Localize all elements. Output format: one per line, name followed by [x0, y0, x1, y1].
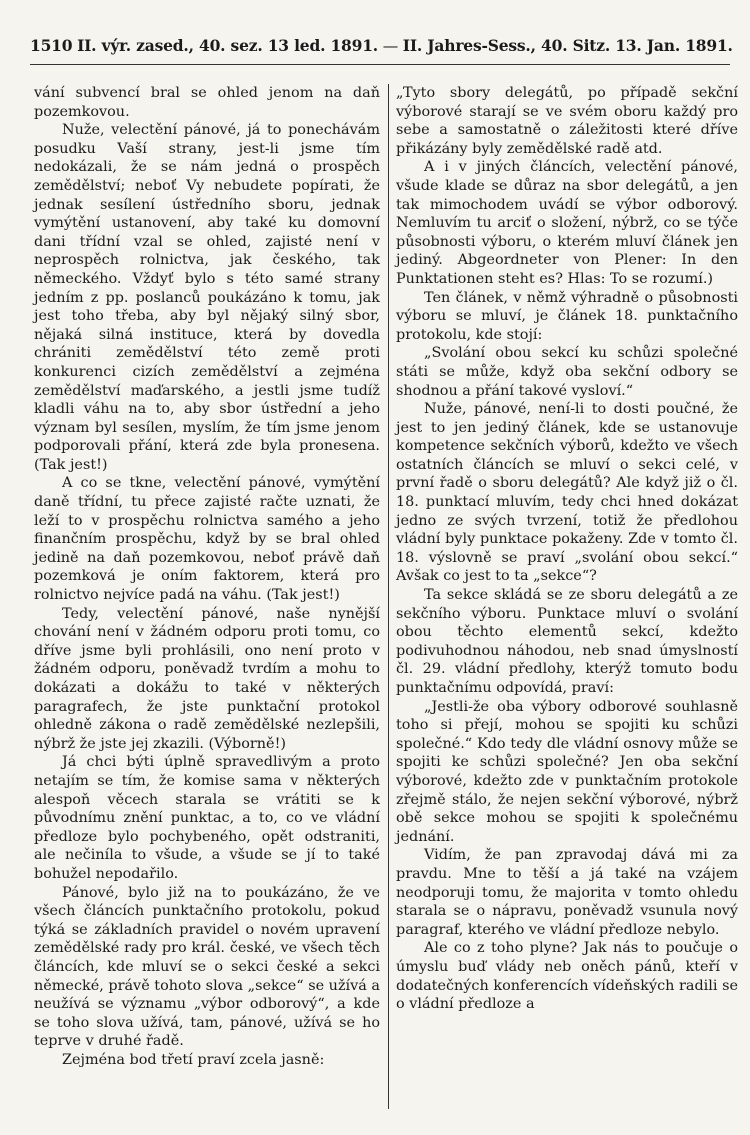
- paragraph: vání subvencí bral se ohled jenom na daň pozemkovou.: [34, 85, 380, 120]
- paragraph: Ta sekce skládá se ze sboru delegátů a ze sekčního výboru. Punktace mluví o svolání obou těchto elementů sekcí, kdežto podivuhodnou náhodou, neb snad úmyslností čl. 29. vládní předlohy, kterýž tomuto bodu punktačnímu odpovídá, praví:: [396, 587, 738, 696]
- paragraph: Ten článek, v němž výhradně o působnosti výboru se mluví, je článek 18. punktačního protokolu, kde stojí:: [396, 289, 738, 343]
- paragraph: Nuže, velectění pánové, já to ponechávám posudku Vaší strany, jest-li jsme tím nedokázali, že se nám jedná o prospěch zemědělství; neboť Vy nebudete popírati, že jednak sesílení ústředního sboru, jednak vymýtění ustanovení, aby také ku domovní dani třídní vzal se ohled, zajisté není v neprospěch rolnictva, jak českého, tak německého. Vždyť bylo s této samé strany jedním z pp. poslanců poukázáno k tomu, jak jest toho třeba, aby byl nějaký silný sbor, nějaká silná instituce, která by dovedla chrániti zemědělství této země proti konkurenci cizích zemědělství a zejména zemědělství maďarského, a jestli jsme tudíž kladli váhu na to, aby sbor ústřední a jeho význam byl sesílen, myslím, že tím jsme jenom podporovali přání, která zde byla pronesena. (Tak jest!): [34, 122, 380, 473]
- paragraph: Nuže, pánové, není-li to dosti poučné, že jest to jen jediný článek, kde se ustanovuje kompetence sekčních výborů, kdežto ve všech ostatních článcích se mluví o sekci celé, v první řadě o sboru delegátů? Ale když již o čl. 18. punktací mluvím, tedy chci hned dokázat jedno ze svých tvrzení, totiž že předlohou vládní byly punktace pokaženy. Zde v tomto čl. 18. výslovně se praví „svolání obou sekcí.“ Avšak co jest to ta „sekce“?: [396, 401, 738, 585]
- paragraph: Zejména bod třetí praví zcela jasně:: [62, 1051, 325, 1068]
- paragraph: A co se tkne, velectění pánové, vymýtění daně třídní, tu přece zajisté račte uznati, že leží to v prospěchu rolnictva samého a jeho finančním prospěchu, když by se bral ohled jedině na daň pozemkovou, neboť právě daň pozemková je oním faktorem, která pro rolnictvo nejvíce padá na váhu. (Tak jest!): [34, 475, 380, 604]
- paragraph: Pánové, bylo již na to poukázáno, že ve všech článcích punktačního protokolu, pokud týká se základních pravidel o novém upravení zemědělské rady pro král. české, ve všech těch článcích, kde mluví se o sekci české a sekci německé, právě tohoto slova „sekce“ se užívá a neužívá se významu „výbor odborový“, a kde se toho slova užívá, tam, pánové, užívá se ho teprve v druhé řadě.: [34, 884, 380, 1050]
- quoted-paragraph: „Tyto sbory delegátů, po případě sekční výborové starají se ve svém oboru každý pro sebe a samostatně o záležitosti které dříve přikázány byly zemědělské radě atd.: [396, 85, 738, 157]
- column-divider: [388, 84, 389, 1109]
- quoted-paragraph: „Jestli-že oba výbory odborové souhlasně toho si přejí, mohou se spojiti ku schůzi společné.“ Kdo tedy dle vládní osnovy může se spojiti ke schůzi společné? Jen oba sekční výborové, kdežto zde v punktačním protokole zřejmě stálo, že nejen sekční výborové, nýbrž obě sekce mohou se spojiti k společnému jednání.: [396, 698, 738, 845]
- paragraph: A i v jiných článcích, velectění pánové, všude klade se důraz na sbor delegátů, a jen tak mimochodem uvádí se výbor odborový. Nemluvím tu arciť o složení, nýbrž, co se týče působnosti výboru, o kterém mluví článek jen jediný. Abgeordneter von Plener: In den Punktationen steht es? Hlas: To se rozumí.): [396, 159, 738, 287]
- paragraph: Ale co z toho plyne? Jak nás to poučuje o úmyslu buď vlády neb oněch pánů, kteří v dodatečných konferencích vídeňských radili se o vládní předloze a: [396, 940, 738, 1013]
- right-column: [396, 84, 738, 1014]
- paragraph: Vidím, že pan zpravodaj dává mi za pravdu. Mne to těší a já také na vzájem neodporuji tomu, že majorita v tomto ohledu starala se o nápravu, poněvadž vsunula nový paragraf, kterého ve vládní předloze nebylo.: [396, 847, 738, 938]
- running-header: [30, 36, 733, 55]
- page-number: 1510: [30, 36, 73, 55]
- header-rule: [30, 64, 730, 65]
- header-separator: —: [382, 37, 399, 55]
- paragraph: Já chci býti úplně spravedlivým a proto netajím se tím, že komise sama v některých alespoň věcech starala se vrátiti se k původnímu znění punktac, a to, co ve vládní předloze bylo pochybeného, opět odstraniti, ale nečiníla to všude, a všude se jí to také bohužel nepodařilo.: [34, 754, 380, 882]
- paragraph: Tedy, velectění pánové, naše nynější chování není v žádném odporu proti tomu, co dříve jsme byli prohlásili, ono není proto v žádném odporu, poněvadž tvrdím a mohu to dokázati a dokážu to také v některých paragrafech, že jste punktační protokol ohledně zákona o radě zemědělské nezlepšili, nýbrž že jste jej zkazili. (Výborně!): [34, 605, 380, 752]
- left-column: [34, 84, 380, 1069]
- quoted-paragraph: „Svolání obou sekcí ku schůzi společné státi se může, když oba sekční odbory se shodnou a přání takové vysloví.“: [396, 345, 738, 399]
- session-czech: II. výr. zased., 40. sez. 13 led. 1891.: [77, 36, 379, 55]
- session-german: II. Jahres-Sess., 40. Sitz. 13. Jan. 1891.: [402, 36, 733, 55]
